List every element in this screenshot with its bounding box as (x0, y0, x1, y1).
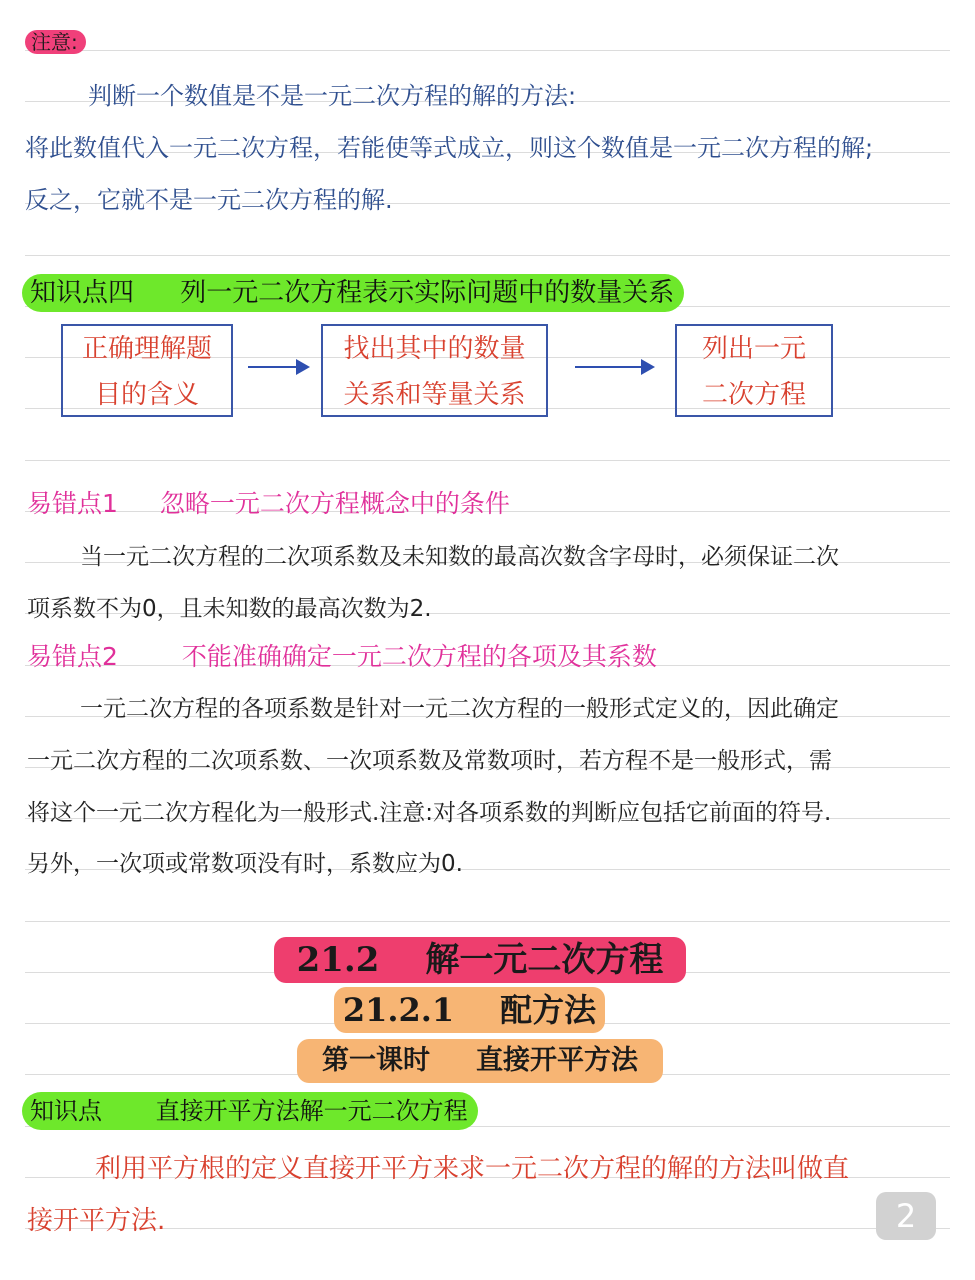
section-heading (274, 937, 686, 983)
knowledge-point-line-1: 利用平方根的定义直接开平方来求一元二次方程的解的方法叫做直 (95, 1154, 850, 1184)
mistake-1-line-2: 项系数不为0，且未知数的最高次数为2. (27, 596, 432, 622)
lesson-number: 第一课时 (322, 1045, 430, 1076)
note-tag: 注意: (25, 30, 86, 54)
lesson-title: 直接开平方法 (476, 1045, 638, 1076)
flow-box-write-equation-line-2: 二次方程 (701, 380, 806, 410)
knowledge-point-label: 知识点 (30, 1097, 102, 1125)
knowledge-point-line-2: 接开平方法. (27, 1206, 166, 1236)
section-number: 21.2 (296, 940, 380, 980)
knowledge-point-4-title: 列一元二次方程表示实际问题中的数量关系 (180, 278, 675, 308)
mistake-2-line-4: 另外，一次项或常数项没有时，系数应为0. (27, 851, 463, 877)
note-line-3: 反之，它就不是一元二次方程的解. (25, 186, 393, 214)
flow-box-find-relation-line-1: 找出其中的数量 (343, 334, 526, 364)
mistake-1-title: 忽略一元二次方程概念中的条件 (159, 489, 510, 518)
lesson-heading (297, 1039, 663, 1083)
mistake-2-heading (27, 637, 657, 673)
mistake-2-label: 易错点2 (27, 642, 118, 671)
flow-box-find-relation (321, 324, 548, 417)
flow-box-understand (61, 324, 233, 417)
page-number-badge: 2 (876, 1192, 936, 1240)
mistake-2-title: 不能准确确定一元二次方程的各项及其系数 (181, 642, 657, 671)
mistake-1-heading (27, 484, 510, 520)
section-title: 解一元二次方程 (425, 940, 664, 980)
subsection-number: 21.2.1 (342, 991, 455, 1029)
knowledge-point-4-label: 知识点四 (30, 278, 135, 308)
arrow-right-icon (575, 366, 653, 368)
mistake-1-line-1: 当一元二次方程的二次项系数及未知数的最高次数含字母时，必须保证二次 (80, 544, 839, 570)
knowledge-point-heading (22, 1092, 478, 1130)
flow-box-find-relation-line-2: 关系和等量关系 (343, 380, 526, 410)
note-line-1: 判断一个数值是不是一元二次方程的解的方法: (88, 82, 577, 110)
flow-box-understand-line-1: 正确理解题 (81, 334, 212, 364)
subsection-heading (334, 987, 605, 1033)
mistake-2-line-3: 将这个一元二次方程化为一般形式.注意:对各项系数的判断应包括它前面的符号. (27, 800, 832, 826)
flow-box-write-equation (675, 324, 833, 417)
mistake-1-label: 易错点1 (27, 489, 118, 518)
subsection-title: 配方法 (500, 991, 597, 1029)
knowledge-point-title: 直接开平方法解一元二次方程 (155, 1097, 468, 1125)
note-line-2: 将此数值代入一元二次方程，若能使等式成立，则这个数值是一元二次方程的解; (25, 134, 874, 162)
mistake-2-line-1: 一元二次方程的各项系数是针对一元二次方程的一般形式定义的，因此确定 (80, 696, 839, 722)
flow-box-understand-line-2: 目的含义 (94, 380, 199, 410)
arrow-right-icon (248, 366, 308, 368)
knowledge-point-4-heading (22, 274, 684, 312)
mistake-2-line-2: 一元二次方程的二次项系数、一次项系数及常数项时，若方程不是一般形式，需 (27, 748, 832, 774)
flow-box-write-equation-line-1: 列出一元 (701, 334, 806, 364)
